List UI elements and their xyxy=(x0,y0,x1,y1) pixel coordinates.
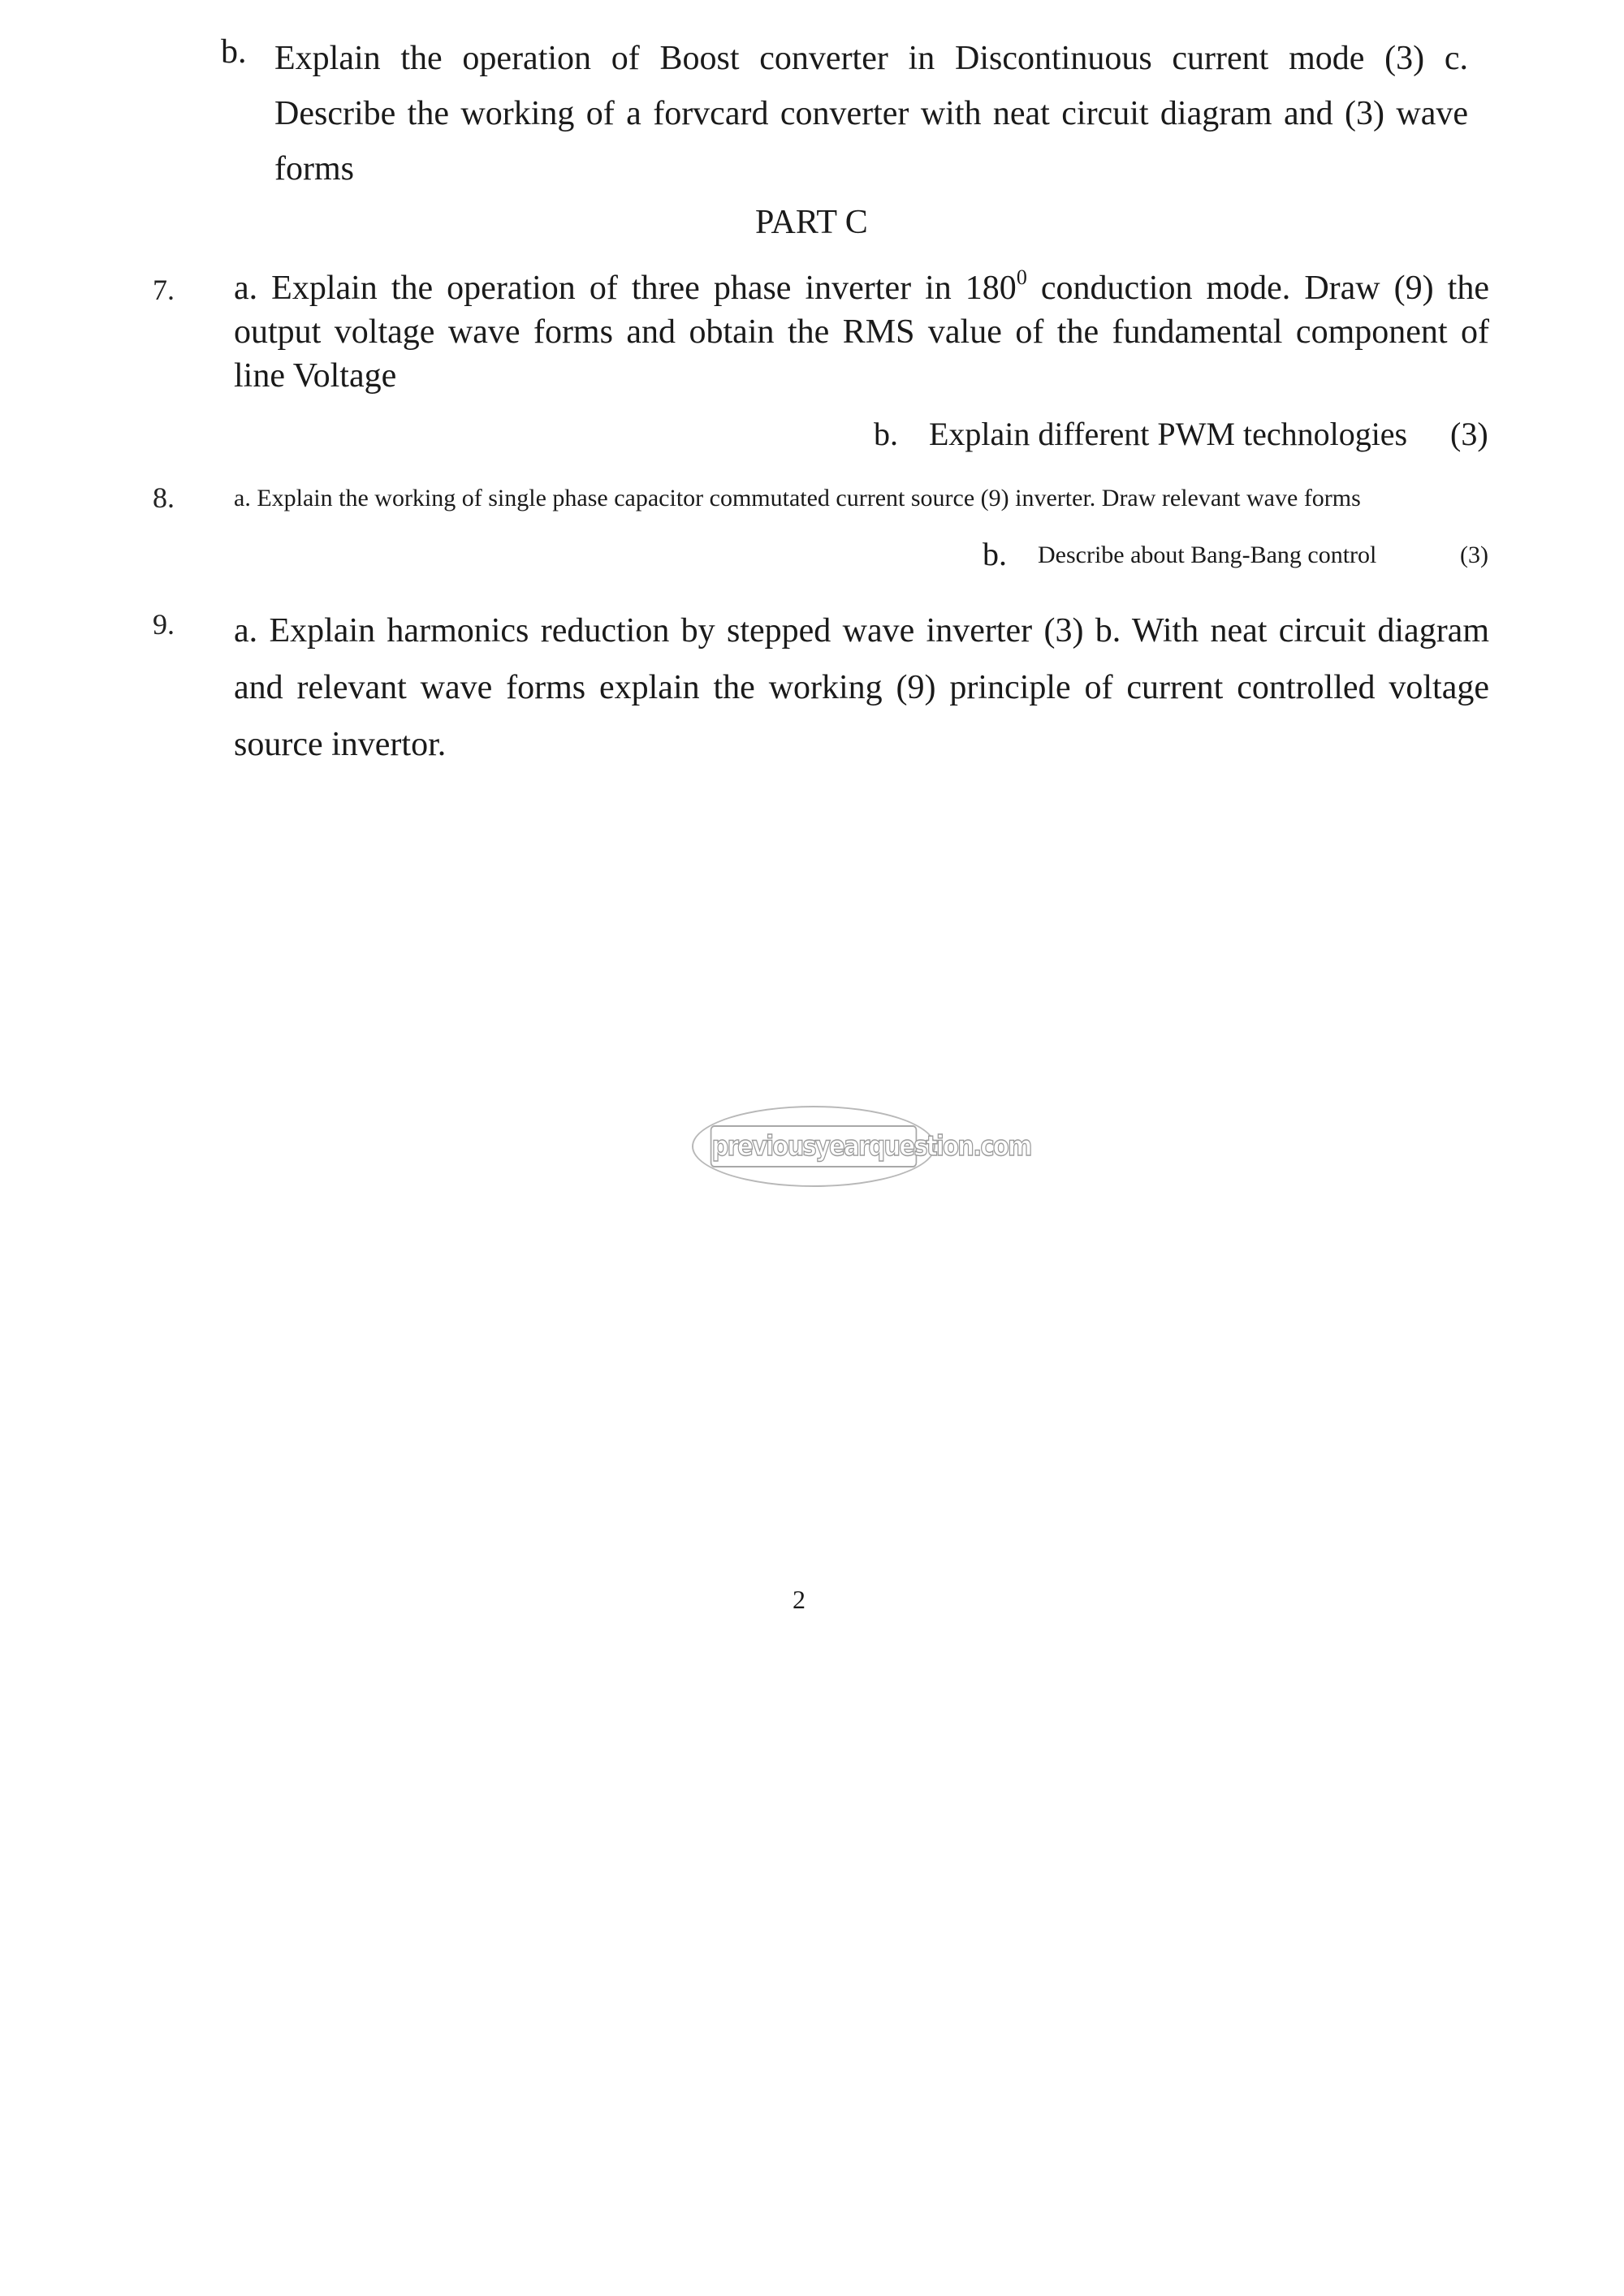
q9-line-1: a. Explain harmonics reduction by stepped wave inverter (3) b. With neat circuit diagram xyxy=(234,612,1489,650)
watermark-text: previousyearquestion.com xyxy=(710,1125,918,1167)
q9-text xyxy=(234,602,1489,773)
page-number: 2 xyxy=(793,1585,806,1614)
q6-b-line-1: Explain the operation of Boost converter in Discontinuous current mode (3) c. xyxy=(274,40,1468,77)
q6-b-line-2: Describe the working of a forvcard converter with neat circuit diagram and (3) wave xyxy=(274,95,1468,132)
q7-a-line-2: output voltage wave forms and obtain the RMS value of the fundamental component of xyxy=(234,313,1489,351)
q7-b-marks: (3) xyxy=(1450,416,1488,452)
q9-number: 9. xyxy=(153,608,175,641)
q8-b-label: b. xyxy=(983,536,1007,572)
q7-b-label: b. xyxy=(874,416,898,452)
q7-a-line-1-pre: a. Explain the operation of three phase inverter in 180 xyxy=(234,270,1017,307)
q9-line-3: source invertor. xyxy=(234,726,447,763)
q6-b-line-3: forms xyxy=(274,150,354,188)
q7-a-text xyxy=(234,266,1489,398)
q8-b-marks: (3) xyxy=(1460,542,1488,568)
q7-b-text: Explain different PWM technologies xyxy=(929,416,1408,452)
q7-a-line-1-post: conduction mode. Draw (9) the xyxy=(1026,270,1489,307)
q7-number: 7. xyxy=(153,274,175,306)
q7-a-line-1 xyxy=(234,266,1489,310)
degree-superscript: 0 xyxy=(1016,265,1027,289)
q8-number: 8. xyxy=(153,481,175,514)
q9-line-2: and relevant wave forms explain the working (9) principle of current controlled voltage xyxy=(234,669,1489,706)
q6-b-label: b. xyxy=(221,33,247,71)
q8-b-text: Describe about Bang-Bang control xyxy=(1038,542,1377,568)
part-c-heading: PART C xyxy=(755,204,868,241)
q6-b-text xyxy=(274,31,1468,196)
watermark-logo xyxy=(692,1106,1031,1190)
q7-a-line-3: line Voltage xyxy=(234,357,397,395)
q8-a-text: a. Explain the working of single phase capacitor commutated current source (9) inverter. Draw relevant wave forms xyxy=(234,485,1361,511)
